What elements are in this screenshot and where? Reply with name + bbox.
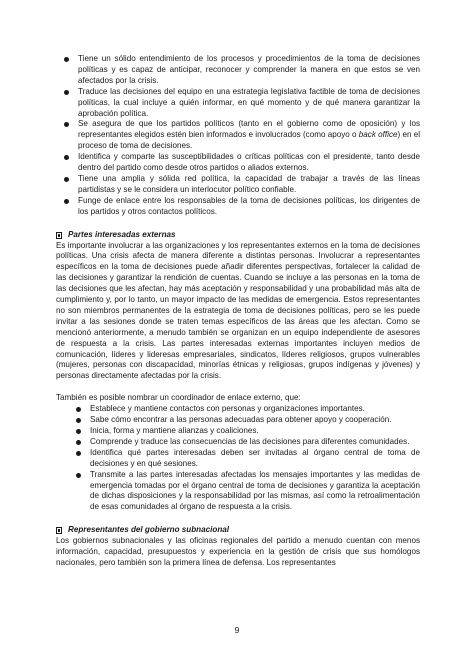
- bullet-dot-icon: [64, 90, 69, 95]
- list-item: Inicia, forma y mantiene alianzas y coaliciones.: [70, 426, 420, 437]
- list-item: Tiene un sólido entendimiento de los procesos y procedimientos de la toma de decisiones políticas y es capaz de anticipar, reconocer y comprender la manera en que estos se ven afectados por la crisis.: [56, 54, 420, 87]
- list-item: Traduce las decisiones del equipo en una estrategia legislativa factible de toma de decisiones políticas, la cual incluye a quién informar, en qué momento y de qué manera garantizar la aprobación política.: [56, 87, 420, 120]
- section-heading-subnational-government: Representantes del gobierno subnacional: [56, 525, 420, 536]
- bullet-dot-icon: [64, 122, 69, 127]
- page-number: 9: [234, 625, 240, 635]
- checkbox-glyph-icon: [56, 527, 62, 534]
- bullet-dot-icon: [64, 199, 69, 204]
- bullet-dot-icon: [76, 440, 81, 445]
- bullet-dot-icon: [76, 418, 81, 423]
- bullet-dot-icon: [64, 177, 69, 182]
- bullet-dot-icon: [64, 57, 69, 62]
- list-item: Funge de enlace entre los responsables de la toma de decisiones políticas, los dirigentes de los partidos y otros contactos políticos.: [56, 196, 420, 218]
- checkbox-glyph-icon: [56, 232, 62, 239]
- page-content: [56, 54, 420, 569]
- bullet-dot-icon: [76, 407, 81, 412]
- section-paragraph: Es importante involucrar a las organizaciones y los representantes externos en la toma de decisiones políticas. Una crisis afecta de manera diferente a distintas personas. Involucrar a representantes específicos en la toma de decisiones puede añadir diferentes perspectivas, fortalecer la calidad de las decisiones y garantizar la rendición de cuentas. Cuando se incluye a las personas en la toma de las decisiones que les afectan, hay más aceptación y responsabilidad y una probabilidad más alta de cumplimiento y, por lo tanto, un mayor impacto de las medidas de emergencia. Estos representantes no son miembros permanentes de la estrategia de toma de decisiones políticas, pero se les puede invitar a las sesiones donde se traten temas específicos de las áreas que les afectan. Como se mencionó anteriormente, a menudo también se organizan en un equipo independiente de asesores de respuesta a la crisis. Las partes interesadas externas importantes incluyen medios de comunicación, líderes y lideresas empresariales, sindicatos, líderes religiosos, grupos vulnerables (mujeres, personas con discapacidad, minorías étnicas y religiosas, grupos indígenas y jóvenes) y personas directamente afectadas por la crisis.: [56, 240, 420, 381]
- bullet-dot-icon: [76, 473, 81, 478]
- list-item: Tiene una amplia y sólida red política, la capacidad de trabajar a través de las líneas partidistas y se le considera un interlocutor político confiable.: [56, 174, 420, 196]
- bullet-list-top: [56, 54, 420, 218]
- emphasis-text: back office: [358, 130, 398, 140]
- section-paragraph: Los gobiernos subnacionales y las oficinas regionales del partido a menudo cuentan con menos información, capacidad, presupuestos y experiencia en la gestión de crisis que sus homólogos nacionales, pero también son la primera línea de defensa. Los representantes: [56, 536, 420, 567]
- list-item: Comprende y traduce las consecuencias de las decisiones para diferentes comunidades.: [70, 437, 420, 448]
- list-item: Identifica qué partes interesadas deben ser invitadas al órgano central de toma de decisiones y en qué sesiones.: [70, 448, 420, 470]
- list-item: Transmite a las partes interesadas afectadas los mensajes importantes y las medidas de emergencia tomadas por el órgano central de toma de decisiones y garantiza la aceptación de dichas disposiciones y la responsabilidad por las mismas, así como la retroalimentación de esas comunidades al órgano de respuesta a la crisis.: [70, 470, 420, 514]
- list-item: Se asegura de que los partidos políticos (tanto en el gobierno como de oposición) y los representantes elegidos estén bien informados e involucrados (como apoyo o back office) en el proceso de toma de decisiones.: [56, 119, 420, 152]
- list-item: Establece y mantiene contactos con personas y organizaciones importantes.: [70, 404, 420, 415]
- bullet-dot-icon: [76, 451, 81, 456]
- bullet-dot-icon: [76, 429, 81, 434]
- bullet-list-coordinator: [56, 404, 420, 513]
- section-heading-external-stakeholders: Partes interesadas externas: [56, 230, 420, 241]
- list-item: Sabe cómo encontrar a las personas adecuadas para obtener apoyo y cooperación.: [70, 415, 420, 426]
- bullet-dot-icon: [64, 155, 69, 160]
- list-item: Identifica y comparte las susceptibilidades o críticas políticas con el presidente, tanto desde dentro del partido como desde otros partidos o aliados externos.: [56, 152, 420, 174]
- intro-text: También es posible nombrar un coordinador de enlace externo, que:: [56, 393, 301, 403]
